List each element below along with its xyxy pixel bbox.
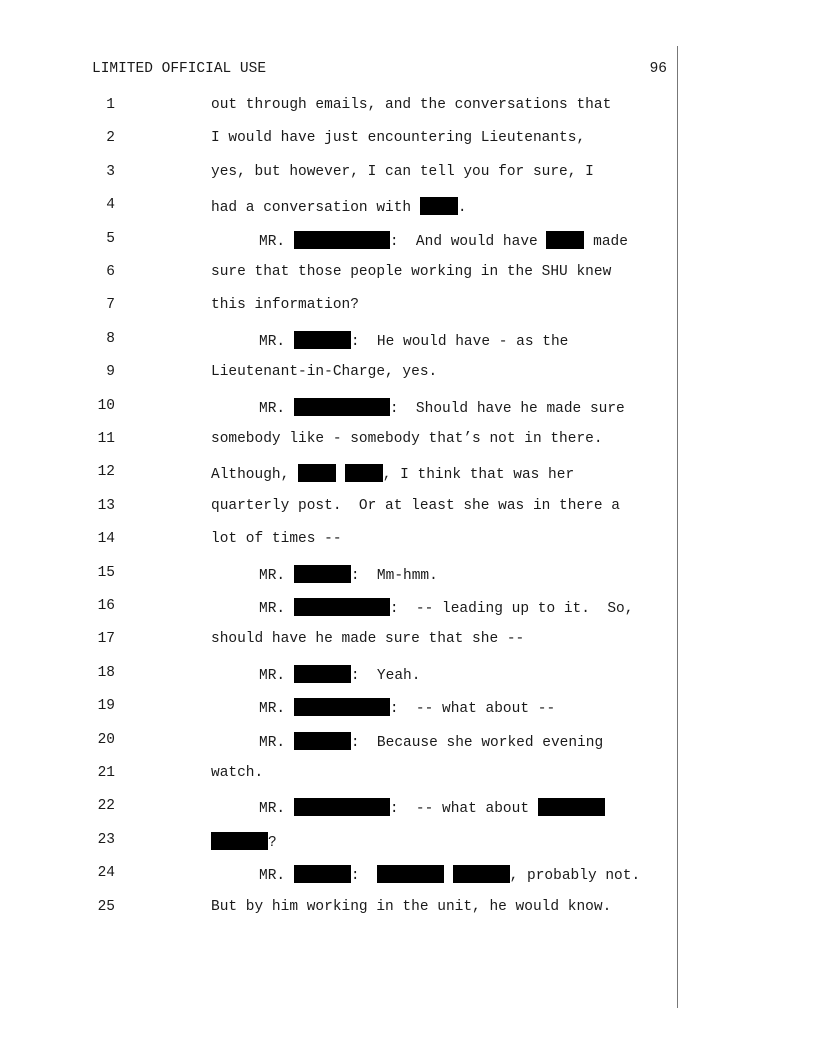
text-segment: MR. [259, 400, 294, 417]
transcript-line [0, 862, 677, 886]
line-number: 10 [97, 397, 115, 414]
transcript-line [0, 795, 677, 819]
redaction-box [294, 398, 390, 416]
transcript-line [0, 762, 677, 786]
text-segment: quarterly post. Or at least she was in there a [211, 497, 620, 514]
line-text [211, 531, 342, 547]
text-segment: made [584, 233, 628, 250]
line-number: 12 [97, 464, 115, 481]
line-text [259, 398, 625, 417]
text-segment: . [457, 200, 467, 217]
transcript-line [0, 228, 677, 252]
text-segment: : Should have he made sure [389, 400, 625, 417]
line-text [211, 197, 467, 216]
line-text [211, 431, 603, 447]
line-text [211, 364, 437, 380]
text-segment: : -- leading up to it. So, [389, 601, 634, 617]
redaction-box [538, 798, 605, 816]
text-segment: , I think that was her [382, 467, 575, 484]
transcript-line [0, 528, 677, 552]
line-number: 7 [106, 297, 115, 314]
transcript-line [0, 562, 677, 586]
line-text [259, 565, 438, 584]
redaction-box [294, 698, 390, 716]
transcript-line [0, 194, 677, 218]
line-text [259, 331, 568, 350]
text-segment: : Mm-hmm. [350, 567, 438, 584]
transcript-line [0, 829, 677, 853]
text-segment: MR. [259, 567, 294, 584]
redaction-box [546, 231, 584, 249]
text-segment: Lieutenant-in-Charge, yes. [211, 364, 438, 381]
text-segment: lot of times -- [211, 531, 342, 548]
text-segment: Although, [211, 467, 299, 484]
line-text [211, 631, 524, 647]
redaction-box [294, 598, 390, 616]
transcript-line [0, 294, 677, 318]
line-number: 8 [106, 330, 115, 347]
line-text [211, 97, 611, 113]
transcript-line [0, 361, 677, 385]
text-segment: MR. [259, 734, 294, 751]
line-number: 17 [97, 631, 115, 648]
text-segment: MR. [259, 601, 294, 617]
redaction-box [420, 197, 458, 215]
line-number: 6 [106, 264, 115, 280]
transcript-line [0, 94, 677, 118]
text-segment [336, 467, 345, 483]
line-text [211, 765, 263, 781]
transcript-line [0, 161, 677, 185]
line-number: 15 [97, 564, 115, 581]
line-number: 3 [106, 163, 115, 180]
line-number: 2 [106, 130, 115, 147]
line-number: 1 [106, 97, 115, 113]
line-text [259, 698, 555, 717]
line-text [211, 264, 611, 280]
line-number: 13 [97, 497, 115, 514]
text-segment: MR. [259, 868, 294, 885]
transcript-line [0, 695, 677, 719]
line-text [259, 231, 628, 250]
redaction-box [345, 464, 383, 482]
text-segment: had a conversation with [211, 200, 420, 217]
transcript-line [0, 127, 677, 151]
line-number: 21 [97, 765, 115, 781]
line-number: 19 [97, 698, 115, 715]
text-segment: ? [268, 834, 277, 851]
text-segment: MR. [259, 667, 294, 684]
transcript-line [0, 461, 677, 485]
text-segment: : -- what about -- [389, 701, 556, 718]
transcript-line [0, 628, 677, 652]
redaction-box [294, 732, 351, 750]
text-segment: MR. [259, 333, 294, 350]
line-number: 22 [97, 798, 115, 815]
redaction-box [294, 665, 351, 683]
text-segment: this information? [211, 297, 359, 314]
redaction-box [377, 865, 444, 883]
transcript-line [0, 395, 677, 419]
line-number: 16 [97, 598, 115, 614]
transcript-line [0, 495, 677, 519]
redaction-box [211, 832, 268, 850]
text-segment: sure that those people working in the SHU knew [211, 264, 612, 280]
line-text [259, 665, 420, 684]
text-segment: : And would have [389, 233, 547, 250]
text-segment [444, 868, 453, 884]
line-number: 23 [97, 831, 115, 848]
redaction-box [294, 565, 351, 583]
redaction-box [294, 331, 351, 349]
line-text [211, 498, 620, 514]
transcript-line [0, 595, 677, 619]
text-segment: : -- what about [389, 801, 538, 818]
text-segment: out through emails, and the conversations that [211, 97, 612, 113]
text-segment: somebody like - somebody that’s not in there. [211, 431, 603, 447]
line-text [211, 464, 574, 483]
line-text [211, 832, 277, 851]
redaction-box [294, 231, 390, 249]
redaction-box [453, 865, 510, 883]
text-segment: MR. [259, 701, 294, 718]
text-segment: : Because she worked evening [350, 734, 604, 751]
text-segment: MR. [259, 233, 294, 250]
text-segment: I would have just encountering Lieutenants, [211, 130, 586, 147]
line-text [259, 865, 640, 884]
right-margin-rule [677, 46, 678, 1008]
transcript-line [0, 428, 677, 452]
line-text [259, 732, 603, 751]
line-number: 11 [97, 431, 115, 447]
text-segment: watch. [211, 765, 264, 781]
redaction-box [294, 798, 390, 816]
line-number: 18 [97, 664, 115, 681]
line-text [211, 164, 594, 180]
redaction-box [298, 464, 336, 482]
line-text [211, 130, 585, 146]
transcript-line [0, 261, 677, 285]
page-number: 96 [649, 61, 667, 77]
classification-header: LIMITED OFFICIAL USE [92, 61, 267, 77]
line-number: 9 [106, 364, 115, 381]
transcript-line [0, 729, 677, 753]
line-text [211, 899, 611, 915]
text-segment: should have he made sure that she -- [211, 631, 525, 648]
line-number: 24 [97, 865, 115, 882]
text-segment: But by him working in the unit, he would know. [211, 898, 612, 915]
text-segment: : He would have - as the [350, 333, 569, 350]
line-text [259, 598, 633, 617]
line-text [259, 798, 605, 817]
text-segment: yes, but however, I can tell you for sure, I [211, 163, 594, 180]
line-number: 25 [97, 898, 115, 915]
line-text [211, 297, 359, 313]
line-number: 20 [97, 731, 115, 748]
transcript-line [0, 662, 677, 686]
line-number: 4 [106, 197, 115, 214]
line-number: 14 [97, 531, 115, 548]
text-segment: , probably not. [509, 868, 641, 885]
text-segment: : Yeah. [350, 667, 421, 684]
redaction-box [294, 865, 351, 883]
transcript-line [0, 328, 677, 352]
transcript-line [0, 896, 677, 920]
text-segment: : [350, 868, 377, 885]
line-number: 5 [106, 230, 115, 247]
text-segment: MR. [259, 801, 294, 818]
